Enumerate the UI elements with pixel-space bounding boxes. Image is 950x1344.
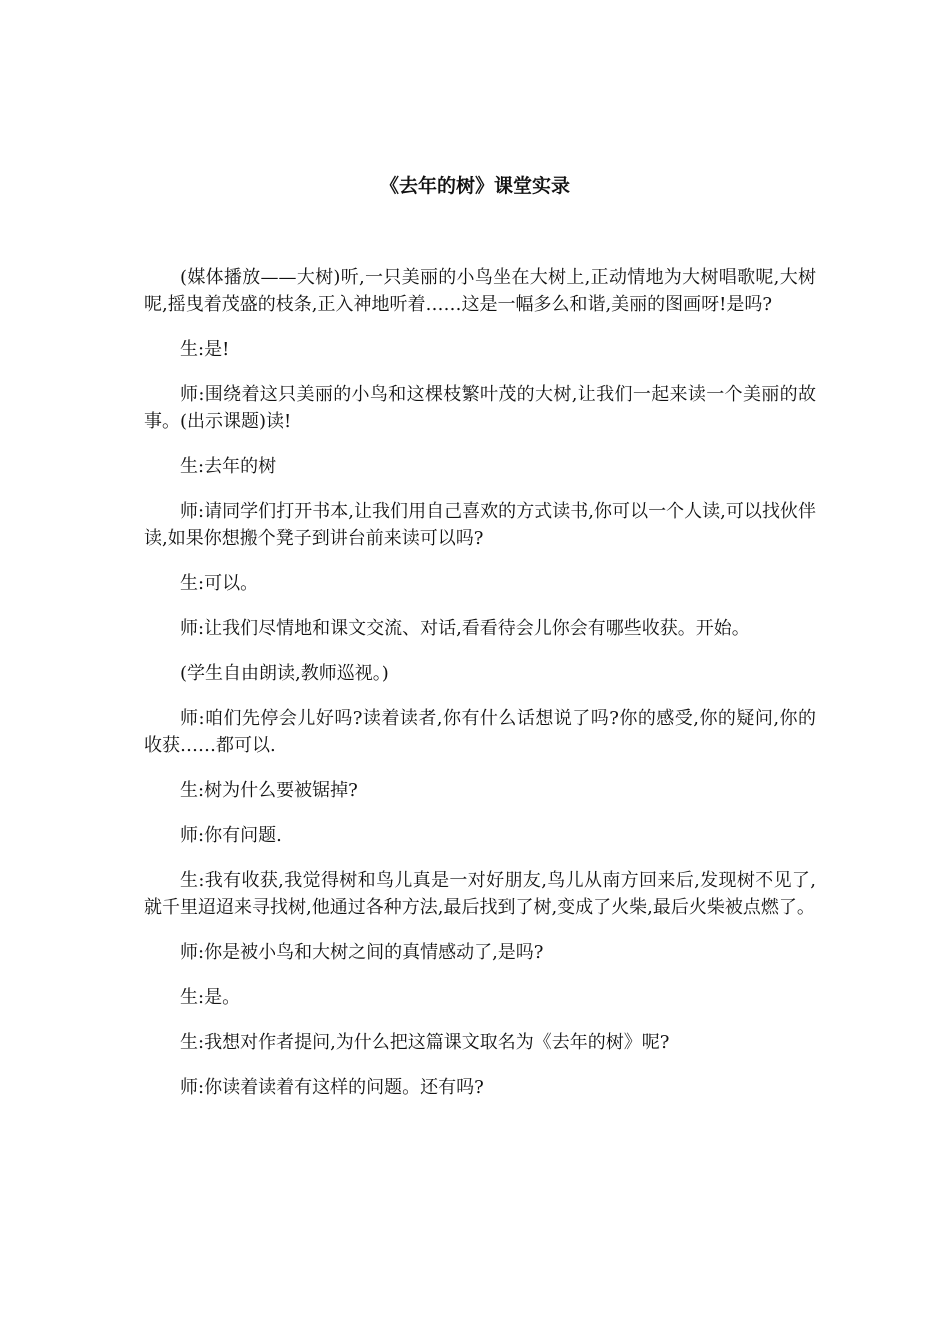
paragraph-student-yes: 生:是。 [180, 987, 241, 1008]
paragraph-student-harvest: 生:我有收获,我觉得树和鸟儿真是一对好朋友,鸟儿从南方回来后,发现树不见了,就千里迢迢来寻找树,他通过各种方法,最后找到了树,变成了火柴,最后火柴被点燃了。 [144, 870, 816, 918]
document-body [144, 264, 816, 1119]
paragraph-student-author-question: 生:我想对作者提问,为什么把这篇课文取名为《去年的树》呢? [180, 1032, 670, 1053]
paragraph-student-question: 生:树为什么要被锯掉? [180, 780, 358, 801]
paragraph-student-agree: 生:可以。 [180, 573, 259, 594]
paragraph-teacher-pause: 师:咱们先停会儿好吗?读着读者,你有什么话想说了吗?你的感受,你的疑问,你的收获……都可以. [144, 708, 816, 756]
paragraph-stage-note: (学生自由朗读,教师巡视。) [180, 663, 389, 684]
paragraph-teacher-more: 师:你读着读着有这样的问题。还有吗? [180, 1077, 484, 1098]
paragraph-teacher-start: 师:让我们尽情地和课文交流、对话,看看待会儿你会有哪些收获。开始。 [180, 618, 750, 639]
paragraph-student-reply: 生:是! [180, 339, 230, 360]
paragraph-intro: (媒体播放——大树)听,一只美丽的小鸟坐在大树上,正动情地为大树唱歌呢,大树呢,摇曳着茂盛的枝条,正入神地听着……这是一幅多么和谐,美丽的图画呀!是吗? [144, 267, 816, 315]
paragraph-teacher-instructions: 师:请同学们打开书本,让我们用自己喜欢的方式读书,你可以一个人读,可以找伙伴读,如果你想搬个凳子到讲台前来读可以吗? [144, 501, 816, 549]
paragraph-teacher-moved: 师:你是被小鸟和大树之间的真情感动了,是吗? [180, 942, 544, 963]
document-title: 《去年的树》课堂实录 [379, 175, 570, 197]
paragraph-student-title: 生:去年的树 [180, 456, 277, 477]
paragraph-teacher-topic: 师:围绕着这只美丽的小鸟和这棵枝繁叶茂的大树,让我们一起来读一个美丽的故事。(出示课题)读! [144, 384, 816, 432]
paragraph-teacher-ack: 师:你有问题. [180, 825, 282, 846]
